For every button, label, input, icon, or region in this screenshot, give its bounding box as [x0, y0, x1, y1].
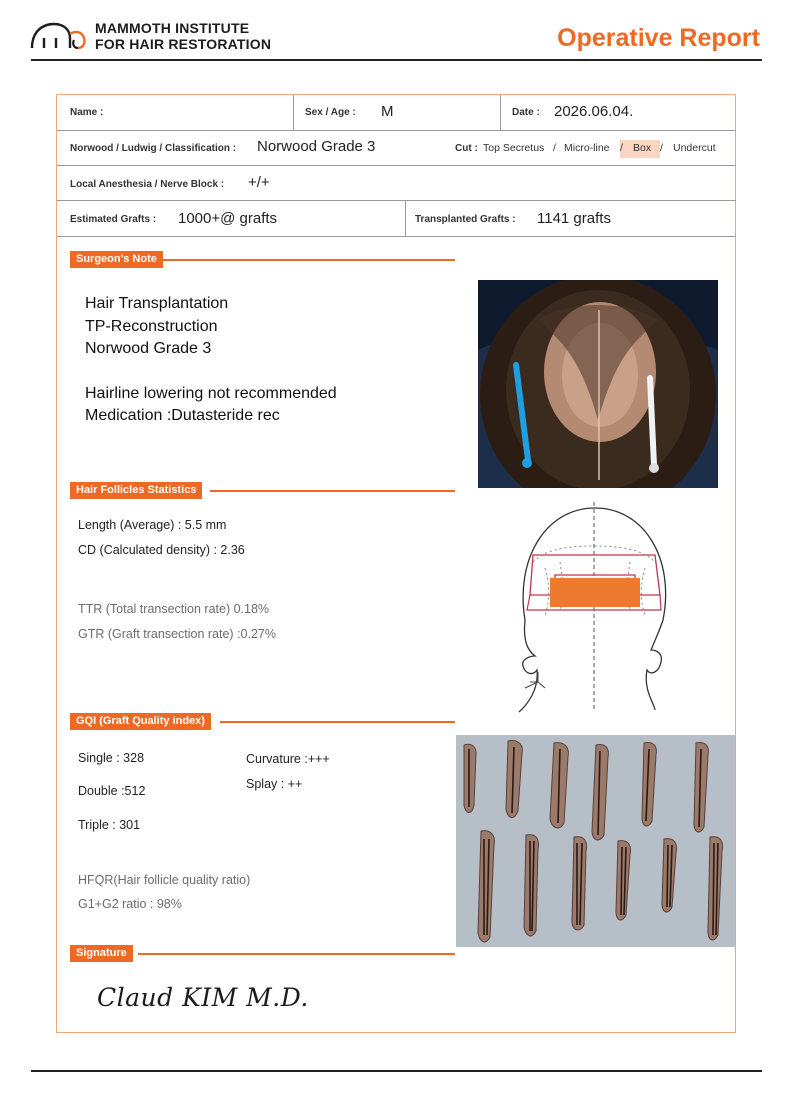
name-label: Name : [70, 107, 104, 118]
estimated-grafts-value: 1000+@ grafts [178, 210, 278, 227]
date-label: Date : [512, 107, 540, 118]
stat-length: Length (Average) : 5.5 mm [78, 518, 227, 532]
handwritten-signature: Claud KIM M.D. [97, 983, 309, 1012]
section-rule [220, 721, 455, 723]
sex-age-label: Sex / Age : [305, 107, 356, 118]
row-divider [57, 236, 736, 237]
section-rule [160, 259, 455, 261]
cut-label: Cut : [455, 143, 478, 154]
cut-separator: / [660, 142, 663, 154]
stat-ttr: TTR (Total transection rate) 0.18% [78, 602, 270, 616]
gqi-splay: Splay : ++ [246, 777, 303, 791]
anesthesia-label: Local Anesthesia / Nerve Block : [70, 179, 225, 190]
header-rule [31, 59, 762, 61]
surgeons-note-header: Surgeon's Note [70, 251, 163, 268]
section-rule [138, 953, 455, 955]
transplanted-grafts-label: Transplanted Grafts : [415, 214, 516, 225]
classification-value: Norwood Grade 3 [257, 138, 376, 155]
gqi-triple: Triple : 301 [78, 818, 141, 832]
col-divider [500, 95, 501, 130]
row-divider [57, 130, 736, 131]
anesthesia-value: +/+ [248, 174, 270, 191]
cut-separator: / [553, 142, 556, 154]
col-divider [293, 95, 294, 130]
stat-gtr: GTR (Graft transection rate) :0.27% [78, 627, 276, 641]
transplanted-grafts-value: 1141 grafts [537, 210, 611, 227]
cut-option-undercut: Undercut [673, 142, 716, 154]
col-divider [405, 200, 406, 236]
cut-option-box: Box [633, 142, 652, 154]
signature-header: Signature [70, 945, 133, 962]
follicle-stats-header: Hair Follicles Statistics [70, 482, 202, 499]
row-divider [57, 165, 736, 166]
gqi-curvature: Curvature :+++ [246, 752, 330, 766]
gqi-header: GQI (Graft Quality index) [70, 713, 211, 730]
gqi-double: Double :512 [78, 784, 146, 798]
note-line: Medication :Dutasteride rec [85, 407, 280, 424]
gqi-g1g2: G1+G2 ratio : 98% [78, 897, 182, 911]
mammoth-logo-icon [30, 18, 90, 54]
stat-cd: CD (Calculated density) : 2.36 [78, 543, 245, 557]
note-line: Norwood Grade 3 [85, 340, 212, 357]
grafts-photo [456, 735, 735, 947]
note-line: Hair Transplantation [85, 295, 229, 312]
document-title: Operative Report [557, 24, 760, 52]
org-name-line1: MAMMOTH INSTITUTE [95, 20, 250, 36]
scalp-photo [478, 280, 718, 488]
date-value: 2026.06.04. [554, 103, 634, 120]
org-name-line2: FOR HAIR RESTORATION [95, 36, 272, 52]
footer-rule [31, 1070, 762, 1072]
gqi-single: Single : 328 [78, 751, 145, 765]
cut-separator: / [620, 142, 623, 154]
sex-age-value: M [381, 103, 394, 120]
gqi-hfqr: HFQR(Hair follicle quality ratio) [78, 873, 251, 887]
note-line: TP-Reconstruction [85, 318, 218, 335]
cut-option-top-secretus: Top Secretus [483, 142, 545, 154]
cut-option-micro-line: Micro-line [564, 142, 610, 154]
classification-label: Norwood / Ludwig / Classification : [70, 143, 237, 154]
section-rule [210, 490, 455, 492]
note-line: Hairline lowering not recommended [85, 385, 337, 402]
row-divider [57, 200, 736, 201]
estimated-grafts-label: Estimated Grafts : [70, 214, 157, 225]
donor-area-diagram [505, 500, 680, 715]
